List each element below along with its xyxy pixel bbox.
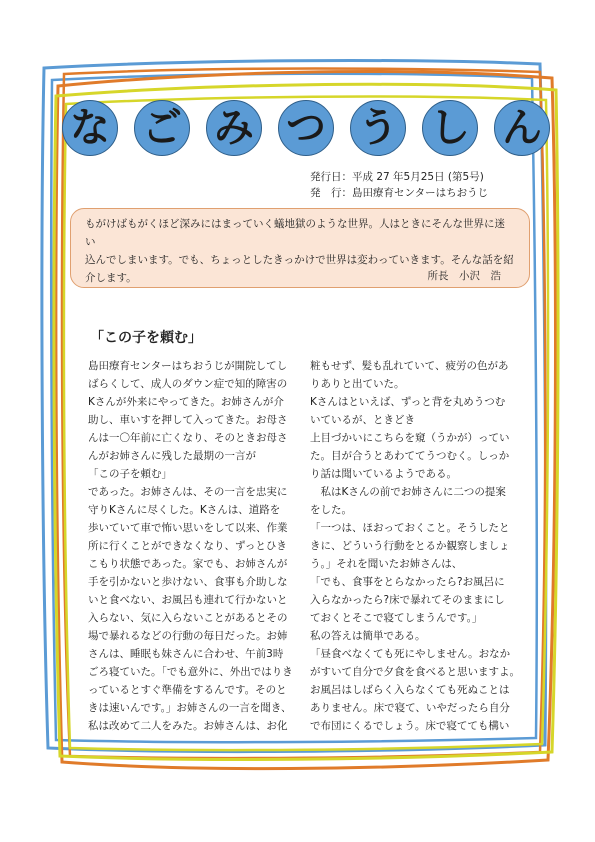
article-line: 入らない、気に入らないことがあるとその [88, 612, 288, 624]
article-line: り話は聞いているようである。 [310, 468, 457, 480]
article-line: 「この子を頼む」 [88, 468, 172, 480]
article-line: 粧もせず、髪も乱れていて、疲労の色があ [310, 360, 509, 372]
article-line: こもり状態であった。家でも、お姉さんが [88, 558, 288, 570]
article-line: う。」それを聞いたお姉さんは、 [310, 558, 463, 570]
article-line: 所に行くことができなくなり、ずっとひき [88, 540, 287, 552]
article-line: ごろ寝ていた。「でも意外に、外出ではりき [88, 666, 293, 678]
message-line: もがけばもがくほど深みにはまっていく蟻地獄のような世界。人はときにそんな世界に迷い [85, 218, 505, 248]
article-line: ばらくして、成人のダウン症で知的障害の [88, 378, 288, 390]
article-column-right [310, 357, 522, 735]
article-line: で布団にくるでしょう。床で寝てても構い [310, 720, 510, 732]
article-column-left [88, 357, 300, 735]
article-line: であった。お姉さんは、その一言を忠実に [88, 486, 288, 498]
article-line: 手を引かないと歩けない、食事も介助しな [88, 576, 288, 588]
title-char-circle: う [350, 100, 406, 156]
article-line: いと食べない、お風呂も連れて行かないと [88, 594, 288, 606]
article-line: 入らなかったら?床で暴れてそのままにし [310, 594, 505, 606]
article-line: 場で暴れるなどの行動の毎日だった。お姉 [88, 630, 288, 642]
article-line: をした。 [310, 504, 352, 516]
article-line: 「一つは、ほおっておくこと。そうしたと [310, 522, 510, 534]
article-line: いているが、ときどき [310, 414, 415, 426]
article-line: 私はKさんの前でお姉さんに二つの提案 [310, 486, 506, 498]
article-line: っているとすぐ準備をするんです。そのと [88, 684, 287, 696]
article-line: ありません。床で寝て、いやだったら自分 [310, 702, 510, 714]
article-line: きは速いんです。」お姉さんの一言を聞き、 [88, 702, 292, 714]
article-line: 島田療育センターはちおうじが開院してし [88, 360, 288, 372]
article-line: 上目づかいにこちらを窺（うかが）ってい [310, 432, 510, 444]
article-line: 助し、車いすを押して入ってきた。お母さ [88, 414, 288, 426]
article-line: 守りKさんに尽くした。Kさんは、道路を [88, 504, 281, 516]
title-char-circle: な [62, 100, 118, 156]
newsletter-title [62, 100, 552, 180]
article-line: Kさんはといえば、ずっと背を丸めうつむ [310, 396, 506, 408]
title-char-circle: し [422, 100, 478, 156]
article-line: Kさんが外来にやってきた。お姉さんが介 [88, 396, 284, 408]
title-char-circle: ご [134, 100, 190, 156]
title-char-circle: つ [278, 100, 334, 156]
title-char-circle: み [206, 100, 262, 156]
article-line: た。目が合うとあわててうつむく。しっか [310, 450, 510, 462]
article-line: んは一〇年前に亡くなり、そのときお母さ [88, 432, 288, 444]
article-line: 私は改めて二人をみた。お姉さんは、お化 [88, 720, 288, 732]
issue-date: 発行日：平成 27 年5月25日 (第5号) [310, 171, 484, 183]
message-line: 込んでしまいます。でも、ちょっとしたきっかけで世界は変わっていきます。そんな話を紹 [85, 254, 514, 266]
article-line: 「でも、食事をとらなかったら?お風呂に [310, 576, 505, 588]
title-char-circle: ん [494, 100, 550, 156]
article-line: ておくとそこで寝てしまうんです。」 [310, 612, 483, 624]
article-line: 「昼食べなくても死にやしません。おなか [310, 648, 511, 660]
article-line: がすいて自分で夕食を食べると思いますよ。 [310, 666, 520, 678]
article-line: 私の答えは簡単である。 [310, 630, 426, 642]
message-line: 介します。 [85, 272, 137, 284]
article-line: りありと出ていた。 [310, 378, 405, 390]
article-line: さんは、睡眠も妹さんに合わせ、午前3時 [88, 648, 284, 660]
article-title: 「この子を頼む」 [90, 330, 202, 346]
article-line: んがお姉さんに残した最期の一言が [88, 450, 256, 462]
article-line: きに、どういう行動をとるか観察しましょ [310, 540, 510, 552]
article-line: お風呂はしばらく入らなくても死ぬことは [310, 684, 510, 696]
publisher: 発 行：島田療育センターはちおうじ [310, 187, 489, 199]
director-message-box [70, 208, 530, 288]
director-signature: 所長 小沢 浩 [427, 270, 501, 282]
article-line: 歩いていて車で怖い思いをして以来、作業 [88, 522, 288, 534]
